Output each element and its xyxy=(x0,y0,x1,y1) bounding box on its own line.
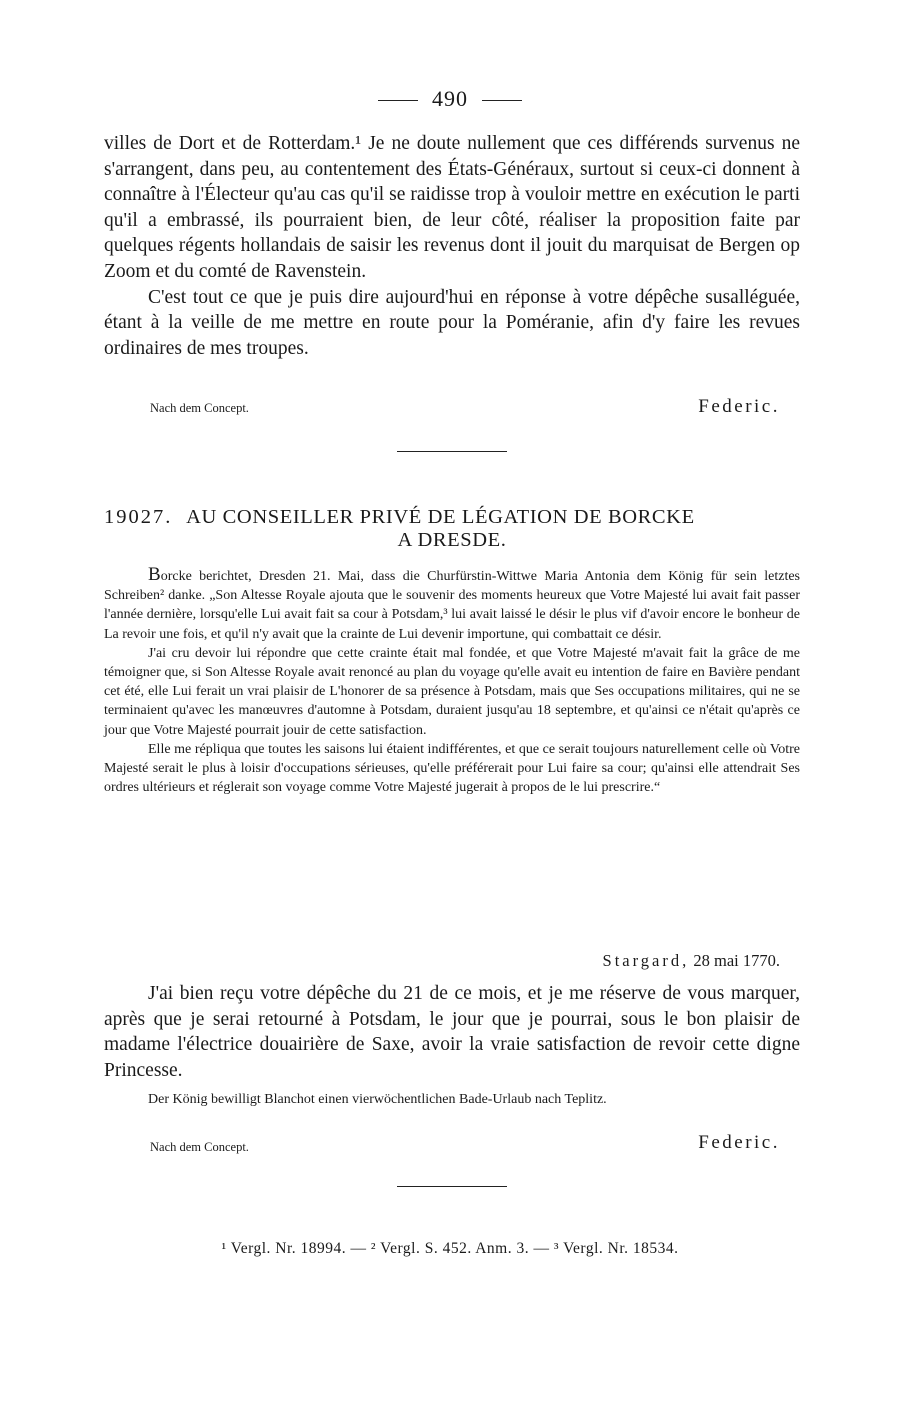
date: 28 mai 1770. xyxy=(693,951,780,970)
report-summary xyxy=(104,565,800,797)
source-note: Nach dem Concept. xyxy=(150,1140,249,1154)
divider xyxy=(482,100,522,101)
signature: Federic. xyxy=(698,1132,780,1153)
drop-cap: B xyxy=(148,564,161,585)
paragraph: J'ai cru devoir lui répondre que cette crainte était mal fondée, et que Votre Majesté m'avait fait la grâce de me témoigner que, si Son Altesse Royale avait renoncé au plan du voyage qu'elle avait eu intention de faire en Bavière pendant cet été, elle Lui ferait un vrai plaisir de L'honorer de sa présence à Potsdam, mais que Ses occupations militaires, qui ne se terminaient qu'avec les manœuvres d'automne à Potsdam, duraient jusqu'au 18 septembre, et qu'ainsi ce n'était qu'après ce jour que Votre Majesté pourrait jouir de cette satisfaction. xyxy=(104,645,800,738)
paragraph: J'ai bien reçu votre dépêche du 21 de ce mois, et je me réserve de vous marquer, après que je serai retourné à Potsdam, le jour que je pourrai, sous le bon plaisir de madame l'électrice douairière de Saxe, avoir la vraie satisfaction de revoir cette digne Princesse. xyxy=(104,983,800,1081)
page-number-text: 490 xyxy=(432,86,468,111)
royal-note xyxy=(104,1090,800,1109)
letter-body xyxy=(104,981,800,1083)
page-number xyxy=(0,86,900,112)
paragraph: C'est tout ce que je puis dire aujourd'hui en réponse à votre dépêche susalléguée, étant à la veille de me mettre en route pour la Poméranie, afin d'y faire les revues ordinaires de mes troupes. xyxy=(104,286,800,359)
section-rule xyxy=(397,451,507,452)
paragraph: Der König bewilligt Blanchot einen vierwöchentlichen Bade-Urlaub nach Teplitz. xyxy=(148,1092,607,1107)
paragraph: villes de Dort et de Rotterdam.¹ Je ne doute nullement que ces différends survenus ne s'arrangent, dans peu, au contentement des États-Généraux, surtout si ceux-ci donnent à connaître à l'Électeur qu'au cas qu'il se raidisse trop à vouloir mettre en exécution le parti qu'il a embrassé, ils pourraient bien, de leur côté, réaliser la proposition faite par quelques régents hollandais de saisir les revenus dont il jouit du marquisat de Bergen op Zoom et du comté de Ravenstein. xyxy=(104,133,800,282)
footnotes: ¹ Vergl. Nr. 18994. — ² Vergl. S. 452. Anm. 3. — ³ Vergl. Nr. 18534. xyxy=(221,1240,679,1257)
letter-number: 19027. xyxy=(104,506,173,528)
divider xyxy=(378,100,418,101)
place-date xyxy=(603,951,780,971)
letter-title: AU CONSEILLER PRIVÉ DE LÉGATION DE BORCKE xyxy=(186,506,695,528)
letter-heading xyxy=(104,506,800,552)
footnote-rule xyxy=(397,1186,507,1187)
source-note: Nach dem Concept. xyxy=(150,401,249,415)
signature: Federic. xyxy=(698,396,780,417)
place: Stargard, xyxy=(602,951,690,970)
previous-letter-text xyxy=(104,131,800,361)
paragraph: orcke berichtet, Dresden 21. Mai, dass die Churfürstin-Wittwe Maria Antonia dem König für sein letztes Schreiben² danke. „Son Altesse Royale ajouta que le souvenir des moments heureux que Votre Majesté lui avait fait passer l'année dernière, lorsqu'elle Lui avait fait sa cour à Potsdam,³ lui avait laissé le désir le plus vif d'avoir encore le bonheur de La revoir une fois, et qu'il n'y avait que la crainte de Lui devenir importune, qui combattait ce désir. xyxy=(104,569,800,642)
letter-title-line2: A DRESDE. xyxy=(397,529,507,551)
paragraph: Elle me répliqua que toutes les saisons lui étaient indifférentes, et que ce serait toujours naturellement celle où Votre Majesté serait le plus à loisir d'occupations sérieuses, qu'elle préférerait pour Lui faire sa cour; qu'ainsi elle attendrait Ses ordres ultérieurs et réglerait son voyage comme Votre Majesté jugerait à propos de le lui prescrire.“ xyxy=(104,741,800,796)
